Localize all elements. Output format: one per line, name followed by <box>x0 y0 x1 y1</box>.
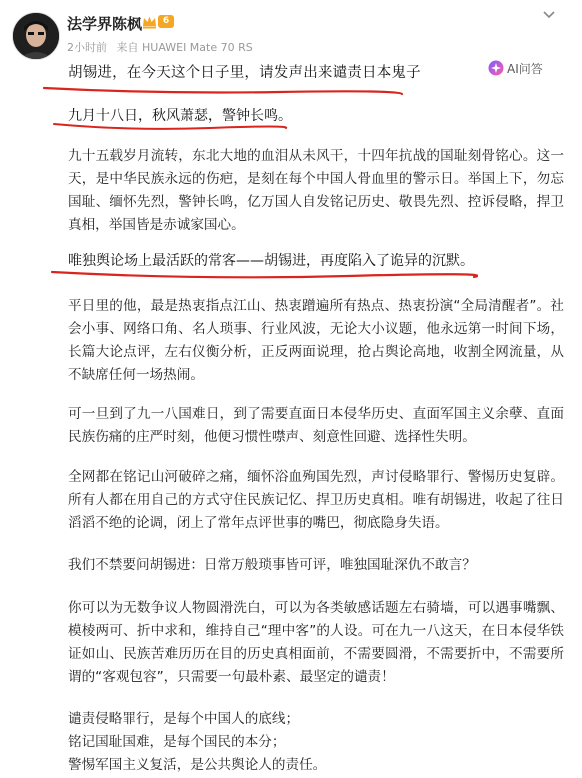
author-name[interactable]: 法学界陈枫 <box>67 15 143 33</box>
paragraph-2: 平日里的他，最是热衷指点江山、热衷蹭遍所有热点、热衷扮演“全局清醒者”。社会小事、网络口角、名人琐事、行业风波，无论大小议题，他永远第一时间下场，长篇大论点评，左右仪衡分析，正反两面说理，抢占舆论高地，收割全网流量，从不缺席任何一场热闹。 <box>68 298 564 383</box>
date-underline <box>50 121 290 135</box>
closing-line-3: 警惕军国主义复活，是公共舆论人的责任。 <box>68 757 327 773</box>
author-avatar[interactable] <box>12 12 60 60</box>
closing-line-2: 铭记国耻国难，是每个国民的本分； <box>68 734 286 750</box>
title-underline <box>40 84 410 100</box>
closing-line-1: 谴责侵略罪行，是每个中国人的底线； <box>68 711 300 727</box>
paragraph-6: 你可以为无数争议人物圆滑洗白，可以为各类敏感话题左右骑墙，可以遇事嘴飘、模棱两可、折中求和，维持自己“理中客”的人设。可在九一八这天，在日本侵华铁证如山、民族苦难历历在目的历史真相面前，不需要圆滑，不需要折中，不需要所谓的“客观包容”，只需要一句最朴素、最坚定的谴责！ <box>68 600 564 685</box>
ai-qa-button[interactable] <box>488 58 543 78</box>
post-title: 胡锡进，在今天这个日子里，请发声出来谴责日本鬼子 <box>68 65 421 81</box>
date-line: 九月十八日，秋风萧瑟，警钟长鸣。 <box>68 108 292 124</box>
paragraph-1: 九十五载岁月流转，东北大地的血泪从未风干，十四年抗战的国耻刻骨铭心。这一天，是中华民族永远的伤疤，是刻在每个中国人骨血里的警示日。举国上下，勿忘国耻、缅怀先烈，警钟长鸣，亿万国人自发铭记历史、敬畏先烈、控诉侵略，捍卫真相，举国皆是赤诚家国心。 <box>68 148 564 233</box>
silence-line: 唯独舆论场上最活跃的常客——胡锡进，再度陷入了诡异的沉默。 <box>68 253 474 269</box>
paragraph-3: 可一旦到了九一八国难日，到了需要直面日本侵华历史、直面军国主义余孽、直面民族伤痛的庄严时刻，他便习惯性噤声、刻意性回避、选择性失明。 <box>68 406 564 445</box>
post-header <box>0 0 582 60</box>
post-source: 来自 HUAWEI Mate 70 RS <box>116 41 253 54</box>
paragraph-5: 我们不禁要问胡锡进：日常万般琐事皆可评，唯独国耻深仇不敢言？ <box>68 557 476 573</box>
silence-underline <box>48 268 478 282</box>
post-time: 2小时前 <box>67 41 107 54</box>
level-badge: 6 <box>158 15 174 28</box>
ai-qa-label: AI问答 <box>507 61 543 76</box>
paragraph-4: 全网都在铭记山河破碎之痛，缅怀浴血殉国先烈，声讨侵略罪行、警惕历史复辟。所有人都在用自己的方式守住民族记忆、捍卫历史真相。唯有胡锡进，收起了往日滔滔不绝的论调，闭上了常年点评世事的嘴巴，彻底隐身失语。 <box>68 469 564 531</box>
post-meta <box>67 39 259 55</box>
chevron-down-icon[interactable] <box>542 10 556 20</box>
crown-icon <box>142 15 157 29</box>
ai-sparkle-icon <box>488 60 504 76</box>
